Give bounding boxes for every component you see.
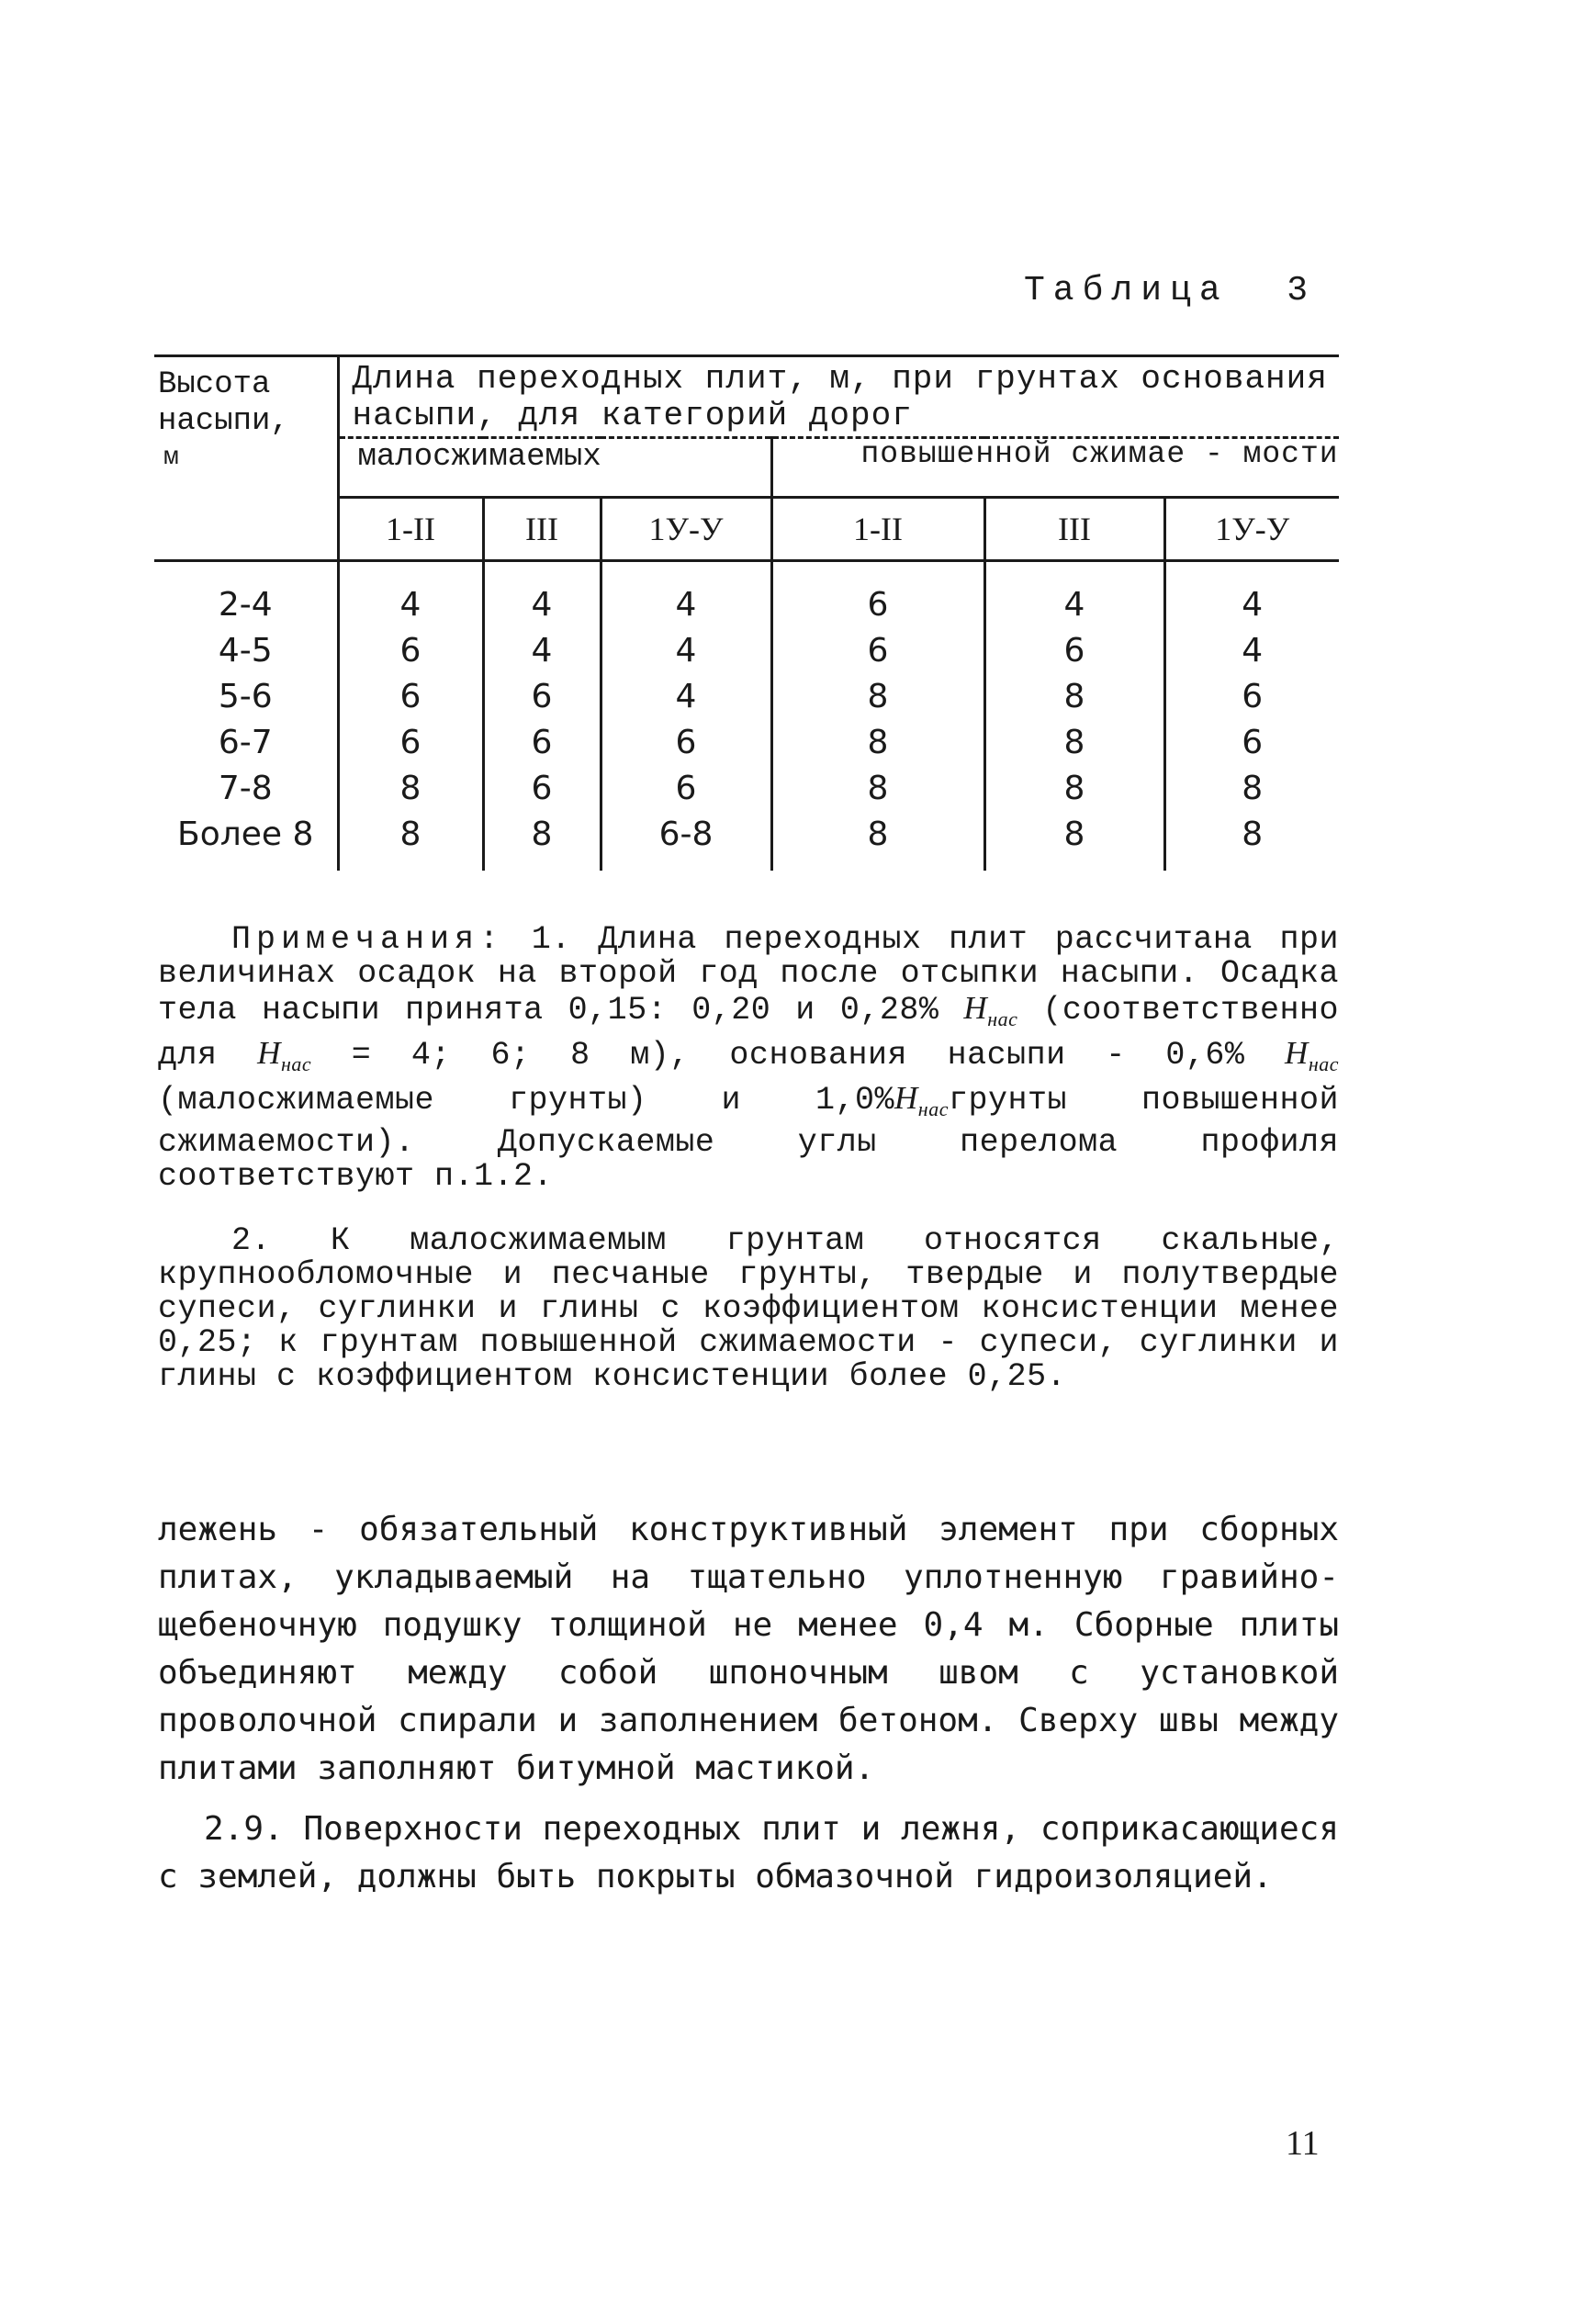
row-label: 5-6 [218,678,273,715]
row-header-line: м [163,444,179,472]
h-symbol: $H_{нас}$ [257,1035,312,1075]
h-symbol: $H_{нас}$ [963,990,1018,1030]
table-cell: 6 [338,720,483,766]
group-header-low-compress: малосжимаемых [338,438,771,498]
note-1-part-a: 1. Длина переходных плит рассчитана при величинах осадок на второй год после отсыпки насыпи. Осадка тела насыпи принята 0,15: 0,20 и 0,28% [158,921,1339,1029]
subcolumn-header: III [483,498,601,561]
row-header-line: Высота [158,367,271,402]
table-row [154,561,1339,629]
row-label: Более 8 [177,816,314,853]
table-row [154,628,1339,674]
row-header-line: насыпи, [158,404,289,439]
table-cell: 8 [771,674,984,720]
table-cell: 8 [984,674,1164,720]
row-label: 6-7 [218,724,273,761]
row-label: 4-5 [218,632,273,669]
table-cell: 4 [1164,561,1339,629]
table-cell: 6 [338,674,483,720]
row-header-cell [154,356,338,561]
table-cell: 6 [771,561,984,629]
subcolumn-header: 1-II [338,498,483,561]
row-label: 2-4 [218,586,273,624]
body-paragraph-1: лежень - обязательный конструктивный элемент при сборных плитах, укладываемый на тщательно уплотненную гравийно-щебеночную подушку толщиной не менее 0,4 м. Сборные плиты объединяют между собой шпоночным швом с установкой проволочной спирали и заполнением бетоном. Сверху швы между плитами заполняют битумной мастикой. [158,1511,1339,1787]
table-cell: 4 [601,628,771,674]
main-header: Длина переходных плит, м, при грунтах основания насыпи, для категорий дорог [338,356,1339,438]
notes-heading: Примечания: [231,921,505,958]
body-text [158,1506,1339,1901]
table-cell: 6 [601,720,771,766]
table-caption [1024,271,1316,310]
table-cell: 4 [1164,628,1339,674]
row-label: 7-8 [218,770,273,807]
subcolumn-header: III [984,498,1164,561]
page-number: 11 [1286,2124,1320,2163]
table-cell: 8 [1164,766,1339,812]
table-cell: 8 [771,766,984,812]
subcolumn-header: 1-II [771,498,984,561]
table-cell: 8 [338,766,483,812]
table-cell: 8 [771,812,984,871]
group-header-high-compress: повышенной сжимае - мости [771,438,1339,498]
table-cell: 8 [1164,812,1339,871]
table-cell: 6 [1164,674,1339,720]
data-table [154,354,1339,871]
table-cell: 4 [483,628,601,674]
table-cell: 8 [984,720,1164,766]
table-row [154,812,1339,871]
table-row [154,766,1339,812]
table-caption-word: Таблица [1024,271,1229,310]
table-cell: 6 [1164,720,1339,766]
body-paragraph-2: 2.9. Поверхности переходных плит и лежня, соприкасающиеся с землей, должны быть покрыты обмазочной гидроизоляцией. [158,1810,1339,1895]
note-1 [158,923,1339,1194]
subcolumn-header: 1У-У [601,498,771,561]
table-cell: 6 [483,766,601,812]
table-cell: 4 [984,561,1164,629]
h-symbol: $H_{нас}$ [894,1080,949,1120]
table-cell: 8 [771,720,984,766]
note-2: 2. К малосжимаемым грунтам относятся скальные, крупнообломочные и песчаные грунты, твердые и полутвердые супеси, суглинки и глины с коэффициентом консистенции менее 0,25; к грунтам повышенной сжимаемости - супеси, суглинки и глины с коэффициентом консистенции более 0,25. [158,1222,1339,1395]
table-notes [158,923,1339,1394]
table-cell: 6 [483,720,601,766]
table-cell: 8 [338,812,483,871]
table-cell: 6 [601,766,771,812]
table-cell: 4 [601,561,771,629]
table-row [154,720,1339,766]
table-row [154,674,1339,720]
table-cell: 6-8 [601,812,771,871]
table-cell: 4 [601,674,771,720]
table-cell: 8 [984,812,1164,871]
note-1-part-c: = 4; 6; 8 м), основания насыпи - 0,6% [351,1037,1245,1074]
table-cell: 6 [338,628,483,674]
note-1-part-e: грунты повышенной сжимаемости). Допускаемые углы перелома профиля соответствуют п.1.2. [158,1082,1339,1195]
table-cell: 8 [984,766,1164,812]
table-cell: 8 [483,812,601,871]
h-symbol: $H_{нас}$ [1285,1035,1339,1075]
table-caption-number: 3 [1287,271,1317,310]
table-cell: 4 [483,561,601,629]
table-cell: 4 [338,561,483,629]
table-cell: 6 [483,674,601,720]
table-cell: 6 [771,628,984,674]
subcolumn-header: 1У-У [1164,498,1339,561]
note-1-part-d: (малосжимаемые грунты) и 1,0% [158,1082,894,1119]
note-1-part-b: (соответственно для [158,992,1339,1074]
table-cell: 6 [984,628,1164,674]
